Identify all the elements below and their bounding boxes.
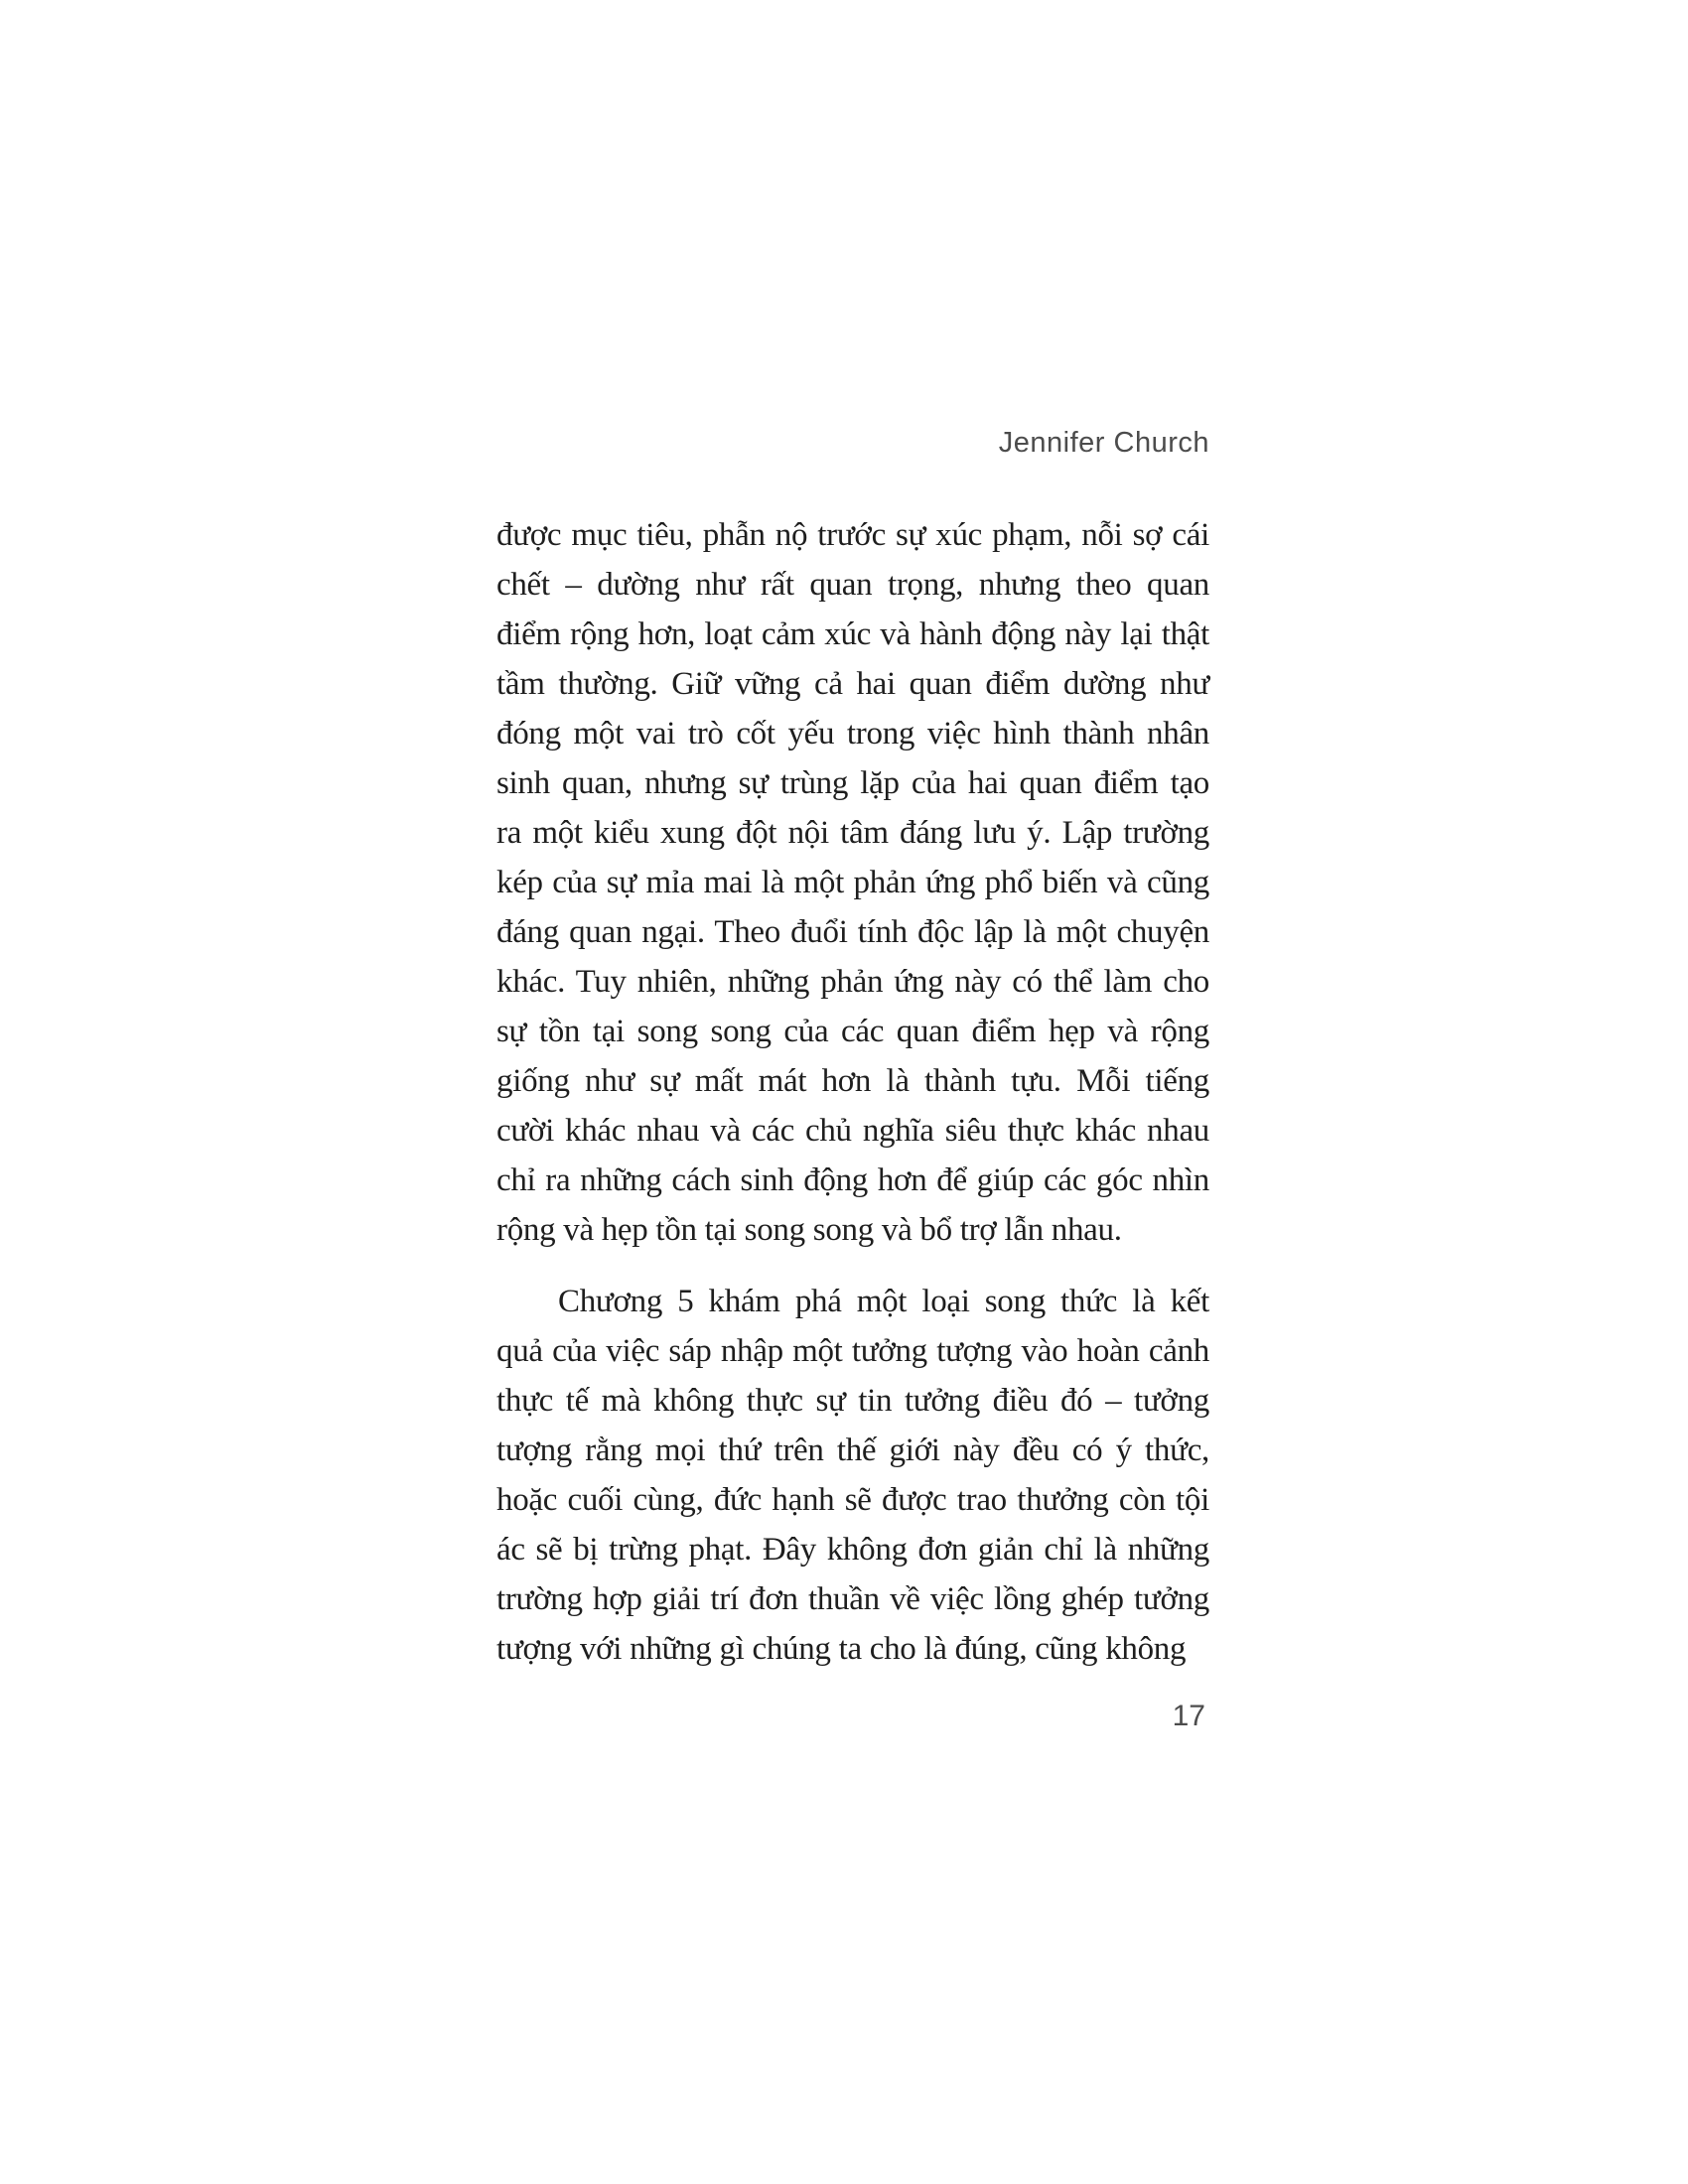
text-line: sự tồn tại song song của các quan điểm hẹp và rộng xyxy=(496,1014,1209,1049)
page-number: 17 xyxy=(1172,1700,1205,1732)
text-line: ra một kiểu xung đột nội tâm đáng lưu ý. Lập trường xyxy=(496,815,1209,851)
text-line: ác sẽ bị trừng phạt. Đây không đơn giản chỉ là những xyxy=(496,1532,1209,1568)
text-line: kép của sự mỉa mai là một phản ứng phổ biến và cũng xyxy=(496,865,1209,900)
body-text xyxy=(496,510,1209,1674)
text-line: điểm rộng hơn, loạt cảm xúc và hành động này lại thật xyxy=(496,616,1209,652)
text-line: chỉ ra những cách sinh động hơn để giúp các góc nhìn xyxy=(496,1162,1209,1198)
text-line: trường hợp giải trí đơn thuần về việc lồng ghép tưởng xyxy=(496,1581,1209,1617)
text-line: Chương 5 khám phá một loại song thức là kết xyxy=(558,1284,1209,1319)
text-line: được mục tiêu, phẫn nộ trước sự xúc phạm, nỗi sợ cái xyxy=(496,517,1209,553)
text-line: khác. Tuy nhiên, những phản ứng này có thể làm cho xyxy=(496,964,1209,1000)
text-line: chết – dường như rất quan trọng, nhưng theo quan xyxy=(496,567,1209,603)
text-line: giống như sự mất mát hơn là thành tựu. Mỗi tiếng xyxy=(496,1063,1209,1099)
text-line: tượng với những gì chúng ta cho là đúng, cũng không xyxy=(496,1631,1187,1667)
text-line: thực tế mà không thực sự tin tưởng điều đó – tưởng xyxy=(496,1383,1209,1419)
paragraph xyxy=(496,510,1209,1255)
text-line: quả của việc sáp nhập một tưởng tượng vào hoàn cảnh xyxy=(496,1333,1209,1369)
text-line: hoặc cuối cùng, đức hạnh sẽ được trao thưởng còn tội xyxy=(496,1482,1209,1518)
running-header: Jennifer Church xyxy=(998,427,1209,459)
text-line: rộng và hẹp tồn tại song song và bổ trợ lẫn nhau. xyxy=(496,1212,1122,1248)
text-line: sinh quan, nhưng sự trùng lặp của hai quan điểm tạo xyxy=(496,765,1209,801)
text-line: đóng một vai trò cốt yếu trong việc hình thành nhân xyxy=(496,716,1209,751)
text-line: tượng rằng mọi thứ trên thế giới này đều có ý thức, xyxy=(496,1433,1209,1468)
paragraph xyxy=(496,1277,1209,1674)
text-line: cười khác nhau và các chủ nghĩa siêu thực khác nhau xyxy=(496,1113,1209,1149)
text-line: đáng quan ngại. Theo đuổi tính độc lập là một chuyện xyxy=(496,914,1209,950)
text-line: tầm thường. Giữ vững cả hai quan điểm dường như xyxy=(496,666,1209,702)
